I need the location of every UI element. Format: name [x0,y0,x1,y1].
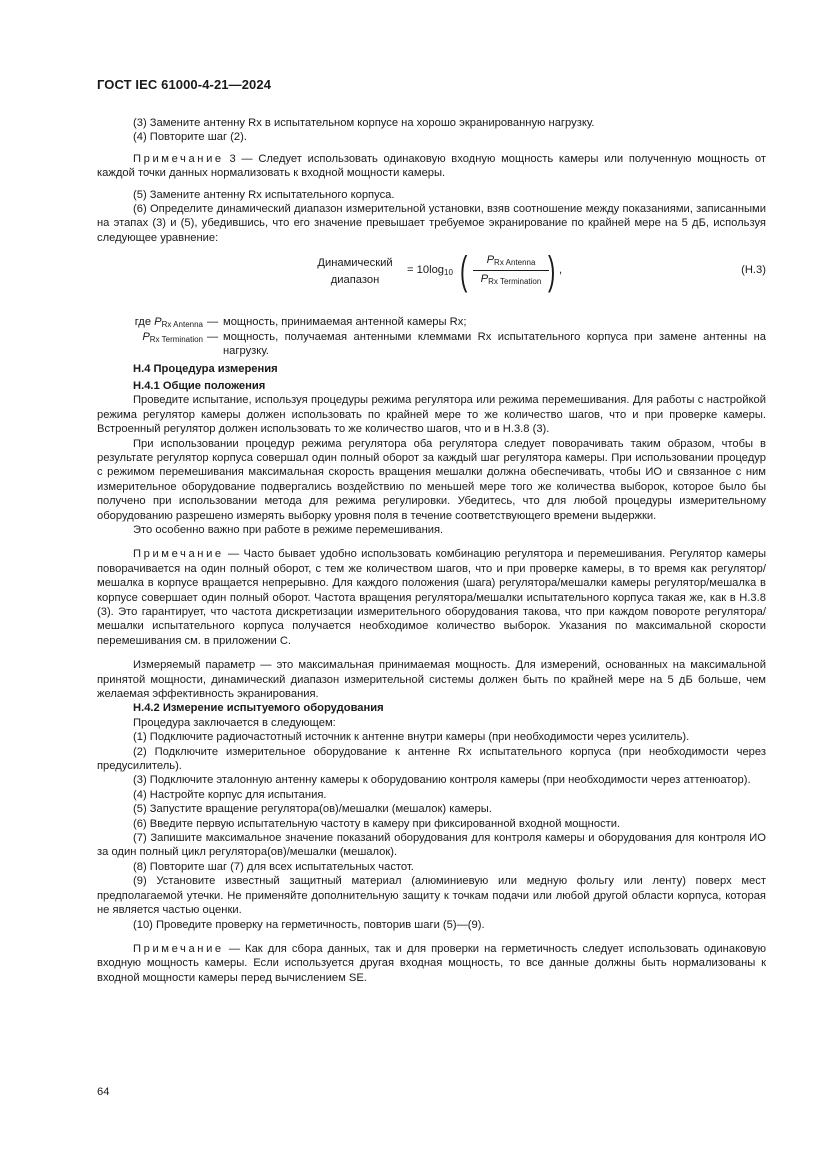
formula-label-line2: диапазон [330,274,380,287]
formula-label-line1: Динамический [317,257,393,270]
definition-p-antenna [97,315,766,329]
note-text: — Часто бывает удобно использовать комбинацию регулятора и перемешивания. Регулятор камеры поворачивается на один полный оборот, с тем же количеством шагов, что и при проверке камеры, в то время как регулятор/мешалка в корпусе вращается непрерывно. Для каждого положения (шага) регулятора/мешалки камеры регулятор/мешалка в корпусе совершает один полный оборот. Частота вращения регулятора/мешалки испытательного корпуса такая же, как в H.3.8 (3). Это гарантирует, что частота дискретизации измерительного оборудования такова, что при каждом повороте регулятора/мешалки испытательного корпуса получается необходимое количество выборок. Указания по максимальной скорости перемешивания см. в приложении С. [97,548,766,647]
procedure-step: (6) Введите первую испытательную частоту в камеру при фиксированной входной мощности. [133,817,621,830]
step-6: (6) Определите динамический диапазон измерительной установки, взяв соотношение между показаниями, записанными на этапах (3) и (5), убедившись, что его значение превышает требуемое экранирование по крайней мере на 5 дБ, используя следующее уравнение: [97,203,766,244]
note-text: 3 — Следует использовать одинаковую входную мощность камеры или полученную мощность от каждой точки данных нормализовать к входной мощности камеры. [97,152,766,180]
paragraph: Проведите испытание, используя процедуры режима регулятора или режима перемешивания. Для работы с настройкой режима регулятор камеры должен использовать по крайней мере то же количество шагов, что и при проверке камеры. Встроенный регулятор должен использовать то же количество шагов, что и в H.3.8 (3). [97,394,766,436]
procedure-step: (4) Настройте корпус для испытания. [133,788,327,801]
term-symbol: P [142,330,150,343]
definition-term [97,330,203,359]
formula-denominator [473,271,549,286]
formula-numerator [473,253,549,270]
left-paren: ( [459,249,468,294]
step-5: (5) Замените антенну Rx испытательного корпуса. [133,188,395,201]
denominator-subscript: Rx Termination [488,276,542,286]
definition-dash: — [207,330,219,343]
procedure-step: (7) Запишите максимальное значение показаний оборудования для контроля камеры и оборудования для контроля ИО за один полный цикл регулятора(ов)/мешалки (мешалок). [97,832,766,859]
definition-term [97,315,203,329]
equation-number: (H.3) [741,264,766,277]
note [97,547,766,648]
right-paren: ) [547,249,556,294]
where-prefix: где [134,316,155,329]
formula-log: = 10log [407,264,445,277]
procedure-step: (3) Подключите эталонную антенну камеры к оборудованию контроля камеры (при необходимости через аттенюатор). [133,774,751,787]
step-3: (3) Замените антенну Rx в испытательном корпусе на хорошо экранированную нагрузку. [133,117,595,129]
page-body [97,116,766,985]
page-number: 64 [97,1086,110,1098]
definition-text: мощность, принимаемая антенной камеры Rx; [223,316,467,329]
definition-p-termination [97,330,766,359]
paragraph: Это особенно важно при работе в режиме перемешивания. [133,523,444,536]
paragraph: Измеряемый параметр — это максимальная принимаемая мощность. Для измерений, основанных на максимальной принятой мощности, динамический диапазон измерительной системы должен быть по крайней мере на 5 дБ больше, чем желаемая эффективность экранирования. [97,659,766,700]
term-symbol: P [154,316,162,329]
numerator-symbol: P [486,254,495,267]
note-3 [97,152,766,181]
procedure-step: (8) Повторите шаг (7) для всех испытательных частот. [133,860,414,873]
procedure-step: (2) Подключите измерительное оборудование к антенне Rx испытательного корпуса (при необходимости через предусилитель). [97,745,766,773]
numerator-subscript: Rx Antenna [494,258,536,268]
formula-label [310,255,400,289]
formula-log-base: 10 [444,268,453,278]
equation-h3 [97,251,766,313]
term-subscript: Rx Antenna [161,320,203,330]
procedure-step: (1) Подключите радиочастотный источник к антенне внутри камеры (при необходимости через усилитель). [133,731,690,744]
note-text: — Как для сбора данных, так и для проверки на герметичность следует использовать одинаковую входную мощность камеры. Если используется другая входная мощность, то все данные должны быть нормализованы к входной мощности камеры перед вычислением SE. [97,942,766,984]
formula-fraction [473,253,549,286]
note-label: Примечание [133,548,224,561]
section-heading-h4: H.4 Процедура измерения [133,363,278,376]
paragraph: При использовании процедур режима регулятора оба регулятора следует поворачивать таким образом, чтобы в результате регулятор корпуса совершал один полный оборот за каждый шаг регулятора камеры. При использовании процедур с режимом перемешивания максимальная скорость вращения мешалки должна обеспечивать, чтобы ИО и связанное с ним измерительное оборудование подвергались воздействию по меньшей мере того же количества выборок, которое было бы получено при использовании метода для режима регулировки. Убедитесь, что для любой процедуры измерительному оборудованию разрешено измерять выборку уровня поля в течение соответствующего времени выдержки. [97,437,766,522]
procedure-step: (10) Проведите проверку на герметичность, повторив шаги (5)—(9). [133,918,485,931]
formula-eq [407,263,453,277]
definitions [97,315,766,358]
document-header: ГОСТ IEC 61000-4-21—2024 [97,77,272,92]
section-heading-h41: H.4.1 Общие положения [133,379,266,392]
procedure-step: (9) Установите известный защитный материал (алюминиевую или медную фольгу или ленту) поверх мест предполагаемой утечки. Не применяйте дополнительную защиту к точкам подачи или любой другой области корпуса, которая не является частью оценки. [97,875,766,917]
section-heading-h42: H.4.2 Измерение испытуемого оборудования [133,702,384,715]
step-4: (4) Повторите шаг (2). [133,131,247,144]
note-label: Примечание [133,152,224,165]
term-subscript: Rx Termination [149,334,203,344]
note [97,942,766,985]
definition-text: мощность, получаемая антенными клеммами Rx испытательного корпуса при замене антенны на нагрузку. [223,330,766,358]
paragraph: Процедура заключается в следующем: [133,716,336,729]
procedure-step: (5) Запустите вращение регулятора(ов)/мешалки (мешалок) камеры. [133,803,492,816]
definition-dash: — [207,316,219,329]
formula-comma: , [559,264,563,277]
denominator-symbol: P [480,272,489,285]
note-label: Примечание [133,942,224,955]
